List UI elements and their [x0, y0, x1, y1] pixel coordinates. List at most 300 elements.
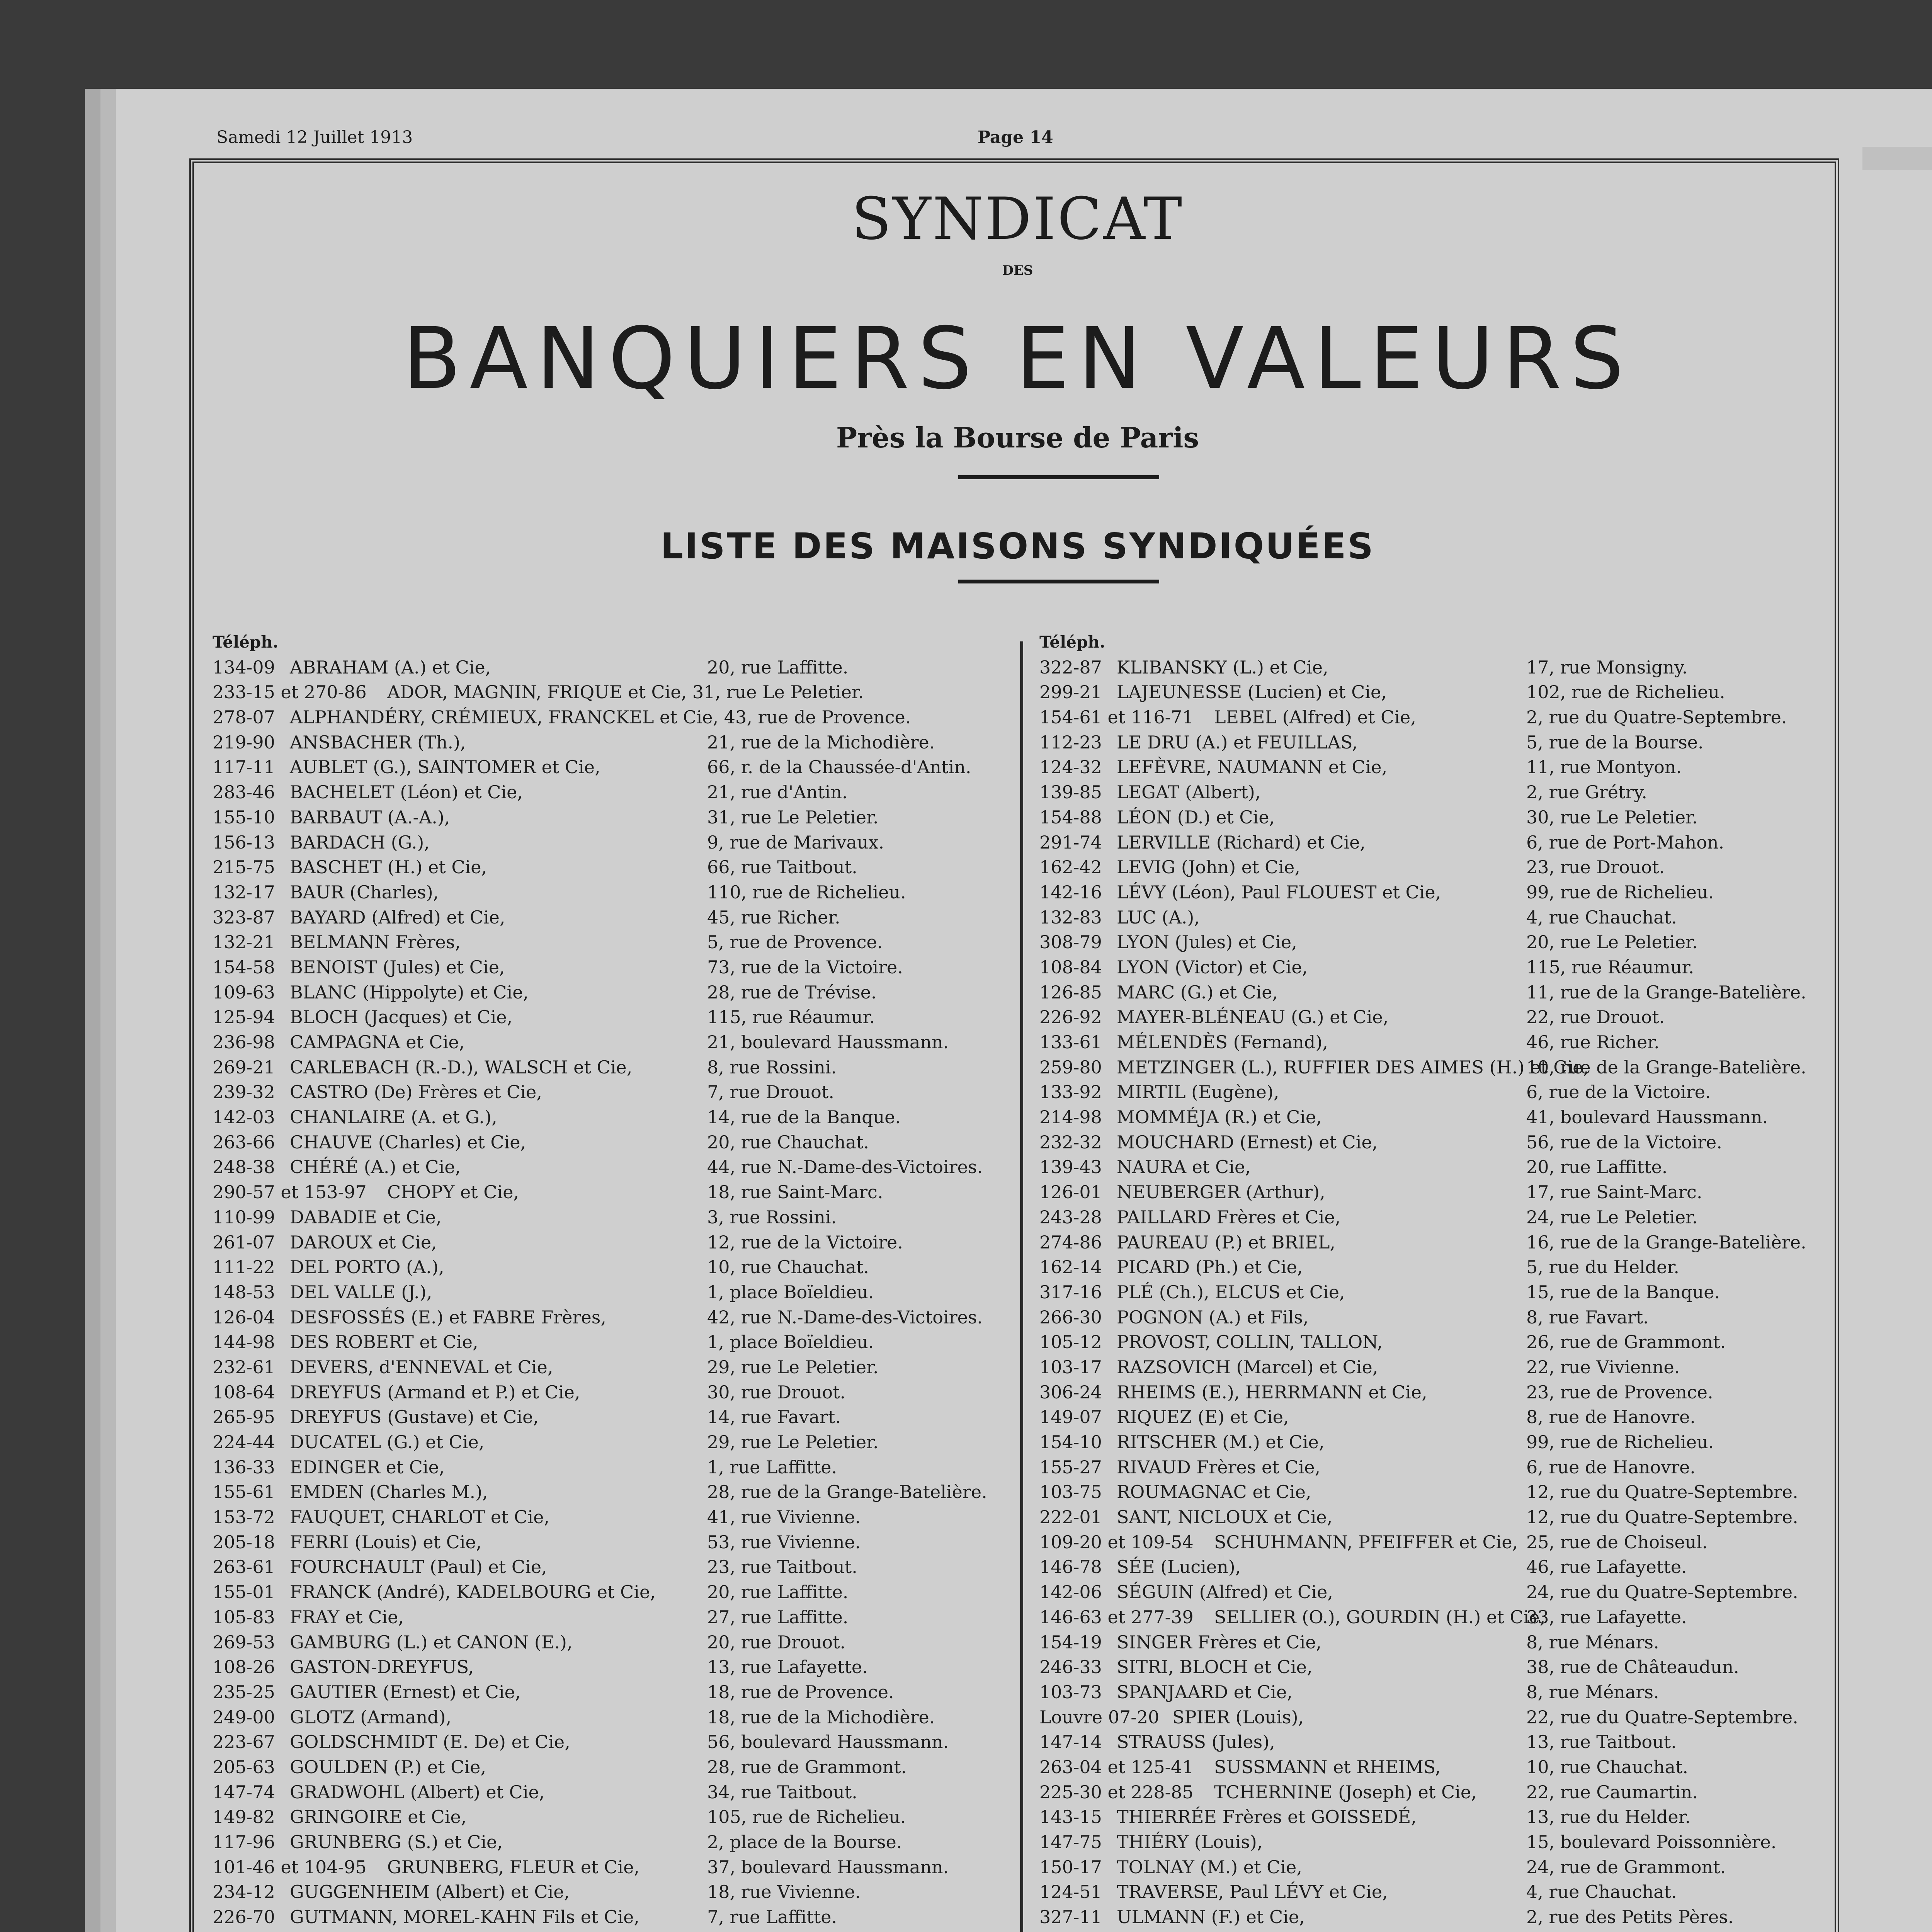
member-row [1039, 1080, 1816, 1105]
member-address: 5, rue de Provence. [707, 932, 883, 953]
member-address: 21, rue de la Michodière. [707, 731, 935, 753]
member-row [1039, 1130, 1816, 1155]
member-address: 2, rue des Petits Pères. [1526, 1906, 1734, 1928]
member-name: LYON (Jules) et Cie, [1117, 932, 1297, 953]
member-address: 42, rue N.-Dame-des-Victoires. [707, 1306, 983, 1328]
member-name: BLOCH (Jacques) et Cie, [290, 1007, 513, 1028]
member-address: 23, rue de Provence. [1526, 1381, 1713, 1403]
member-telephone: 154-61 et 116-71 [1039, 707, 1194, 728]
member-name: LYON (Victor) et Cie, [1117, 956, 1308, 978]
member-address: 21, boulevard Haussmann. [707, 1032, 949, 1053]
member-name: SÉGUIN (Alfred) et Cie, [1117, 1582, 1333, 1603]
member-address: 31, rue Le Peletier. [707, 806, 879, 828]
member-address: 8, rue Rossini. [707, 1056, 837, 1078]
list-rule [958, 580, 1159, 583]
member-name: PAILLARD Frères et Cie, [1117, 1206, 1341, 1228]
member-row [213, 1380, 997, 1405]
member-address: 16, rue de la Grange-Batelière. [1526, 1231, 1806, 1253]
member-address: 14, rue Favart. [707, 1406, 841, 1428]
member-telephone: 155-61 [213, 1481, 275, 1503]
member-row [1039, 1330, 1816, 1355]
member-address: 20, rue Le Peletier. [1526, 932, 1698, 953]
member-address: 10, rue Chauchat. [707, 1257, 869, 1278]
member-row [213, 1130, 997, 1155]
member-address: 20, rue Drouot. [707, 1631, 846, 1653]
member-name: GASTON-DREYFUS, [290, 1656, 474, 1678]
member-row [213, 1879, 997, 1905]
member-row [1039, 1305, 1816, 1330]
member-telephone: 139-43 [1039, 1156, 1102, 1178]
member-address: 2, rue Grétry. [1526, 782, 1647, 803]
member-telephone: 134-09 [213, 656, 275, 678]
member-row [213, 830, 997, 855]
member-address: 38, rue de Châteaudun. [1526, 1656, 1739, 1678]
member-address [1526, 1930, 1724, 1932]
member-row [1039, 780, 1816, 805]
member-telephone: 147-14 [1039, 1731, 1102, 1753]
member-name: TOLNAY (M.) et Cie, [1117, 1856, 1302, 1878]
member-row [213, 1430, 997, 1455]
member-address: 23, rue Drouot. [1526, 857, 1665, 878]
member-telephone: 126-01 [1039, 1182, 1102, 1203]
member-address: 8, rue Ménars. [1526, 1631, 1659, 1653]
member-address: 30, rue Drouot. [707, 1381, 846, 1403]
member-name: FAUQUET, CHARLOT et Cie, [290, 1507, 549, 1528]
member-row [213, 1930, 997, 1932]
member-telephone: Louvre 07-20 [1039, 1706, 1160, 1728]
member-row [213, 1755, 997, 1780]
member-telephone: 215-75 [213, 857, 275, 878]
member-telephone: 147-75 [1039, 1832, 1102, 1852]
member-telephone: 266-30 [1039, 1306, 1102, 1328]
member-telephone: 323-87 [213, 906, 275, 928]
member-name: NEUBERGER (Arthur), [1117, 1182, 1325, 1203]
member-address: 26, rue de Grammont. [1526, 1332, 1726, 1353]
member-row [213, 1330, 997, 1355]
issue-date: Samedi 12 Juillet 1913 [216, 128, 413, 147]
member-row [1039, 1780, 1816, 1805]
member-name: MOUCHARD (Ernest) et Cie, [1117, 1131, 1378, 1153]
member-name: LÉON (D.) et Cie, [1117, 806, 1275, 828]
member-telephone: 149-07 [1039, 1406, 1102, 1428]
member-name: EDINGER et Cie, [290, 1456, 445, 1478]
member-telephone: 263-04 et 125-41 [1039, 1756, 1194, 1777]
member-name: ALPHANDÉRY, CRÉMIEUX, FRANCKEL et Cie, 43, rue de Provence. [290, 707, 911, 728]
member-address: 22, rue Caumartin. [1526, 1781, 1698, 1803]
member-name: BELMANN Frères, [290, 932, 461, 953]
member-row [213, 1780, 997, 1805]
column-divider [1020, 641, 1023, 1932]
member-name: RHEIMS (E.), HERRMANN et Cie, [1117, 1381, 1427, 1403]
member-telephone: 327-11 [1039, 1906, 1102, 1928]
title-des: DES [1002, 263, 1033, 278]
member-telephone: 101-46 et 104-95 [213, 1856, 367, 1878]
member-telephone: 299-21 [1039, 682, 1102, 703]
member-name: POGNON (A.) et Fils, [1117, 1306, 1309, 1328]
member-row [1039, 1505, 1816, 1530]
member-name: CASTRO (De) Frères et Cie, [290, 1082, 542, 1103]
member-name: LE DRU (A.) et FEUILLAS, [1117, 731, 1358, 753]
member-name: ADOR, MAGNIN, FRIQUE et Cie, 31, rue Le Peletier. [387, 682, 864, 703]
member-row [1039, 1855, 1816, 1880]
member-telephone: 283-46 [213, 782, 275, 803]
member-telephone [1039, 1930, 1102, 1932]
member-name: MOMMÉJA (R.) et Cie, [1117, 1107, 1322, 1128]
member-name [1117, 1930, 1299, 1932]
member-name: METZINGER (L.), RUFFIER DES AIMES (H.) et Cie, [1117, 1056, 1589, 1078]
member-row [213, 1605, 997, 1630]
member-name: CHANLAIRE (A. et G.), [290, 1107, 497, 1128]
member-name: CARLEBACH (R.-D.), WALSCH et Cie, [290, 1056, 633, 1078]
member-address: 56, boulevard Haussmann. [707, 1731, 949, 1753]
member-row [1039, 1930, 1816, 1932]
member-address: 46, rue Richer. [1526, 1032, 1660, 1053]
member-name: TCHERNINE (Joseph) et Cie, [1214, 1781, 1477, 1803]
member-telephone: 162-14 [1039, 1257, 1102, 1278]
member-telephone: 144-98 [213, 1332, 275, 1353]
member-row [1039, 1055, 1816, 1080]
member-name: BARDACH (G.), [290, 832, 430, 853]
member-telephone: 265-95 [213, 1406, 275, 1428]
member-telephone: 234-12 [213, 1881, 275, 1903]
member-address: 28, rue de Grammont. [707, 1756, 907, 1777]
member-address: 17, rue Saint-Marc. [1526, 1182, 1702, 1203]
member-telephone: 278-07 [213, 707, 275, 728]
member-row [213, 1055, 997, 1080]
member-name: CHAUVE (Charles) et Cie, [290, 1131, 526, 1153]
member-row [1039, 1530, 1816, 1555]
member-row [213, 980, 997, 1005]
member-address: 18, rue de Provence. [707, 1681, 894, 1702]
member-row [1039, 955, 1816, 980]
member-name: SÉE (Lucien), [1117, 1556, 1241, 1578]
member-name: FOURCHAULT (Paul) et Cie, [290, 1556, 547, 1578]
member-address: 11, rue de la Grange-Batelière. [1526, 981, 1806, 1003]
member-name: ANSBACHER (Th.), [290, 731, 466, 753]
member-telephone: 132-21 [213, 932, 275, 953]
member-address: 37, boulevard Haussmann. [707, 1856, 949, 1878]
member-row [213, 1905, 997, 1930]
member-address: 17, rue Monsigny. [1526, 656, 1688, 678]
member-telephone: 205-18 [213, 1531, 275, 1553]
member-telephone: 224-44 [213, 1432, 275, 1452]
member-address: 102, rue de Richelieu. [1526, 682, 1725, 703]
member-telephone: 308-79 [1039, 932, 1102, 953]
member-telephone: 263-61 [213, 1556, 275, 1578]
member-name: MARC (G.) et Cie, [1117, 981, 1278, 1003]
member-name: BACHELET (Léon) et Cie, [290, 782, 523, 803]
member-row [1039, 1804, 1816, 1830]
member-row [1039, 805, 1816, 830]
member-telephone: 232-32 [1039, 1131, 1102, 1153]
member-name: RAZSOVICH (Marcel) et Cie, [1117, 1356, 1378, 1378]
member-address: 8, rue Favart. [1526, 1306, 1649, 1328]
member-address: 30, rue Le Peletier. [1526, 806, 1698, 828]
member-row [1039, 705, 1816, 730]
member-telephone: 125-94 [213, 1007, 275, 1028]
member-row [1039, 1455, 1816, 1480]
member-address: 25, rue de Choiseul. [1526, 1531, 1708, 1553]
member-address: 15, boulevard Poissonnière. [1526, 1832, 1777, 1852]
title-banquiers: BANQUIERS EN VALEURS [403, 309, 1633, 408]
member-telephone: 226-70 [213, 1906, 275, 1928]
member-name: DES ROBERT et Cie, [290, 1332, 478, 1353]
member-address: 2, rue du Quatre-Septembre. [1526, 707, 1787, 728]
member-row [1039, 1180, 1816, 1205]
member-row [213, 1205, 997, 1230]
member-telephone: 269-21 [213, 1056, 275, 1078]
member-telephone: 154-10 [1039, 1432, 1102, 1452]
member-telephone: 108-64 [213, 1381, 275, 1403]
member-name: ULMANN (F.) et Cie, [1117, 1906, 1305, 1928]
subtitle-bourse: Près la Bourse de Paris [836, 421, 1199, 454]
member-row [1039, 1879, 1816, 1905]
member-telephone: 136-33 [213, 1456, 275, 1478]
member-name: CHOPY et Cie, [387, 1182, 519, 1203]
member-telephone: 214-98 [1039, 1107, 1102, 1128]
member-row [1039, 1230, 1816, 1255]
member-name: BAUR (Charles), [290, 881, 439, 903]
member-address: 28, rue de Trévise. [707, 981, 877, 1003]
member-address: 22, rue Drouot. [1526, 1007, 1665, 1028]
member-address: 6, rue de la Victoire. [1526, 1082, 1711, 1103]
member-address: 110, rue de Richelieu. [707, 881, 906, 903]
member-telephone: 317-16 [1039, 1281, 1102, 1303]
member-telephone: 105-12 [1039, 1332, 1102, 1353]
member-row [1039, 1730, 1816, 1755]
member-address: 99, rue de Richelieu. [1526, 881, 1714, 903]
member-address: 66, rue Taitbout. [707, 857, 857, 878]
member-name: GAMBURG (L.) et CANON (E.), [290, 1631, 573, 1653]
member-address: 9, rue de Marivaux. [707, 832, 884, 853]
member-row [1039, 1105, 1816, 1130]
member-name: LERVILLE (Richard) et Cie, [1117, 832, 1366, 853]
members-column-right [1039, 630, 1816, 1932]
member-address: 34, rue Taitbout. [707, 1781, 857, 1803]
member-address: 4, rue Chauchat. [1526, 906, 1677, 928]
member-telephone: 109-20 et 109-54 [1039, 1531, 1194, 1553]
member-name: LÉVY (Léon), Paul FLOUEST et Cie, [1117, 881, 1441, 903]
member-telephone: 249-00 [213, 1706, 275, 1728]
member-name: BARBAUT (A.-A.), [290, 806, 450, 828]
member-row [1039, 680, 1816, 705]
member-row [213, 705, 997, 730]
member-name: FRANCK (André), KADELBOURG et Cie, [290, 1582, 656, 1603]
member-name: RIVAUD Frères et Cie, [1117, 1456, 1321, 1478]
member-name: LAJEUNESSE (Lucien) et Cie, [1117, 682, 1387, 703]
member-telephone: 156-13 [213, 832, 275, 853]
member-row [1039, 1580, 1816, 1605]
member-address: 20, rue Laffitte. [1526, 1156, 1668, 1178]
member-row [1039, 980, 1816, 1005]
member-name: KLIBANSKY (L.) et Cie, [1117, 656, 1328, 678]
member-row [1039, 1554, 1816, 1580]
member-telephone: 124-51 [1039, 1881, 1102, 1903]
member-telephone: 105-83 [213, 1606, 275, 1628]
member-row [213, 1630, 997, 1655]
member-name: DEL PORTO (A.), [290, 1257, 444, 1278]
member-name: AUBLET (G.), SAINTOMER et Cie, [290, 757, 600, 778]
member-row [1039, 880, 1816, 905]
member-name: CAMPAGNA et Cie, [290, 1032, 465, 1053]
member-address: 66, r. de la Chaussée-d'Antin. [707, 757, 971, 778]
member-address: 73, rue de la Victoire. [707, 956, 903, 978]
member-name: SELLIER (O.), GOURDIN (H.) et Cie, [1214, 1606, 1546, 1628]
member-telephone: 261-07 [213, 1231, 275, 1253]
member-row [1039, 930, 1816, 955]
member-address: 1, rue Laffitte. [707, 1456, 837, 1478]
member-name: DREYFUS (Armand et P.) et Cie, [290, 1381, 580, 1403]
member-address: 105, rue de Richelieu. [707, 1806, 906, 1828]
member-name: GLOTZ (Armand), [290, 1706, 452, 1728]
member-telephone: 117-96 [213, 1832, 275, 1852]
member-address: 7, rue Drouot. [707, 1082, 834, 1103]
title-rule [958, 475, 1159, 479]
member-row [213, 1230, 997, 1255]
member-name: FERRI (Louis) et Cie, [290, 1531, 482, 1553]
member-address: 1, place Boïeldieu. [707, 1332, 874, 1353]
member-name: GRADWOHL (Albert) et Cie, [290, 1781, 545, 1803]
member-name: TRAVERSE, Paul LÉVY et Cie, [1117, 1881, 1388, 1903]
member-telephone: 259-80 [1039, 1056, 1102, 1078]
member-address: 12, rue du Quatre-Septembre. [1526, 1481, 1798, 1503]
member-telephone: 322-87 [1039, 656, 1102, 678]
member-telephone: 124-32 [1039, 757, 1102, 778]
member-telephone: 269-53 [213, 1631, 275, 1653]
member-name: LEBEL (Alfred) et Cie, [1214, 707, 1416, 728]
member-address: 13, rue Taitbout. [1526, 1731, 1677, 1753]
member-telephone: 274-86 [1039, 1231, 1102, 1253]
member-name: GOULDEN (P.) et Cie, [290, 1756, 486, 1777]
member-telephone: 132-83 [1039, 906, 1102, 928]
member-telephone: 126-04 [213, 1306, 275, 1328]
member-row [213, 1155, 997, 1180]
member-telephone: 219-90 [213, 731, 275, 753]
member-row [1039, 1905, 1816, 1930]
member-row [213, 680, 997, 705]
member-row [213, 955, 997, 980]
member-telephone: 263-66 [213, 1131, 275, 1153]
list-heading: LISTE DES MAISONS SYNDIQUÉES [660, 526, 1375, 567]
paper-shadow [1862, 147, 1932, 170]
member-name: BENOIST (Jules) et Cie, [290, 956, 505, 978]
member-telephone: 306-24 [1039, 1381, 1102, 1403]
member-telephone: 142-16 [1039, 881, 1102, 903]
member-row [1039, 1630, 1816, 1655]
member-address: 29, rue Le Peletier. [707, 1356, 879, 1378]
member-name: BASCHET (H.) et Cie, [290, 857, 487, 878]
member-row [213, 1530, 997, 1555]
member-telephone: 110-99 [213, 1206, 275, 1228]
member-address: 2, place de la Bourse. [707, 1832, 902, 1852]
member-row [213, 905, 997, 930]
member-address: 45, rue Richer. [707, 906, 840, 928]
member-name: CHÉRÉ (A.) et Cie, [290, 1156, 461, 1178]
member-address: 13, rue Lafayette. [707, 1656, 868, 1678]
member-address: 11, rue Montyon. [1526, 757, 1682, 778]
member-address: 53, rue Vivienne. [707, 1531, 861, 1553]
member-row [1039, 830, 1816, 855]
member-row [213, 1080, 997, 1105]
member-name: THIÉRY (Louis), [1117, 1832, 1263, 1852]
member-name: FRAY et Cie, [290, 1606, 404, 1628]
member-name: GRUNBERG, FLEUR et Cie, [387, 1856, 639, 1878]
member-row [213, 1005, 997, 1030]
member-name: RIQUEZ (E) et Cie, [1117, 1406, 1289, 1428]
member-row [213, 755, 997, 780]
member-row [1039, 730, 1816, 755]
member-telephone: 147-74 [213, 1781, 275, 1803]
member-telephone: 225-30 et 228-85 [1039, 1781, 1194, 1803]
member-telephone: 235-25 [213, 1681, 275, 1702]
member-name: STRAUSS (Jules), [1117, 1731, 1275, 1753]
member-telephone: 239-32 [213, 1082, 275, 1103]
member-address: 21, rue d'Antin. [707, 782, 848, 803]
member-address: 22, rue Vivienne. [1526, 1356, 1680, 1378]
member-address: 24, rue Le Peletier. [1526, 1206, 1698, 1228]
member-address: 5, rue du Helder. [1526, 1257, 1679, 1278]
member-address: 29, rue Le Peletier. [707, 1432, 879, 1452]
member-row [213, 1580, 997, 1605]
member-address: 20, rue Chauchat. [707, 1131, 869, 1153]
member-address: 22, rue du Quatre-Septembre. [1526, 1706, 1798, 1728]
telephone-label: Téléph. [213, 633, 279, 651]
member-address: 99, rue de Richelieu. [1526, 1432, 1714, 1452]
member-telephone: 233-15 et 270-86 [213, 682, 367, 703]
member-name: MIRTIL (Eugène), [1117, 1082, 1279, 1103]
member-row [1039, 855, 1816, 880]
member-telephone: 132-17 [213, 881, 275, 903]
member-telephone: 109-63 [213, 981, 275, 1003]
member-row [1039, 1155, 1816, 1180]
member-address: 7, rue Laffitte. [707, 1906, 837, 1928]
member-telephone: 248-38 [213, 1156, 275, 1178]
member-row [213, 1554, 997, 1580]
member-row [1039, 1405, 1816, 1430]
member-row [213, 1855, 997, 1880]
member-row [1039, 1680, 1816, 1705]
member-telephone: 146-63 et 277-39 [1039, 1606, 1194, 1628]
member-row [1039, 1705, 1816, 1730]
member-telephone: 112-23 [1039, 731, 1102, 753]
member-address: 10, rue Chauchat. [1526, 1756, 1689, 1777]
member-name: SCHUHMANN, PFEIFFER et Cie, [1214, 1531, 1518, 1553]
member-name: PLÉ (Ch.), ELCUS et Cie, [1117, 1281, 1345, 1303]
member-row [213, 1280, 997, 1305]
member-telephone: 150-17 [1039, 1856, 1102, 1878]
member-telephone: 232-61 [213, 1356, 275, 1378]
member-name: GRINGOIRE et Cie, [290, 1806, 467, 1828]
member-telephone: 153-72 [213, 1507, 275, 1528]
member-name: DUCATEL (G.) et Cie, [290, 1432, 485, 1452]
member-row [213, 1180, 997, 1205]
member-telephone: 103-75 [1039, 1481, 1102, 1503]
member-telephone: 155-27 [1039, 1456, 1102, 1478]
member-row [1039, 1755, 1816, 1780]
member-address: 56, rue de la Victoire. [1526, 1131, 1722, 1153]
member-name: SPANJAARD et Cie, [1117, 1681, 1293, 1702]
member-row [213, 1255, 997, 1280]
member-name: PROVOST, COLLIN, TALLON, [1117, 1332, 1383, 1353]
member-row [213, 855, 997, 880]
member-address: 18, rue de la Michodière. [707, 1706, 935, 1728]
member-name: MÉLENDÈS (Fernand), [1117, 1032, 1328, 1053]
member-telephone: 154-58 [213, 956, 275, 978]
member-name: GOLDSCHMIDT (E. De) et Cie, [290, 1731, 570, 1753]
member-name: RITSCHER (M.) et Cie, [1117, 1432, 1325, 1452]
member-name: NAURA et Cie, [1117, 1156, 1251, 1178]
member-address: 44, rue N.-Dame-des-Victoires. [707, 1156, 983, 1178]
